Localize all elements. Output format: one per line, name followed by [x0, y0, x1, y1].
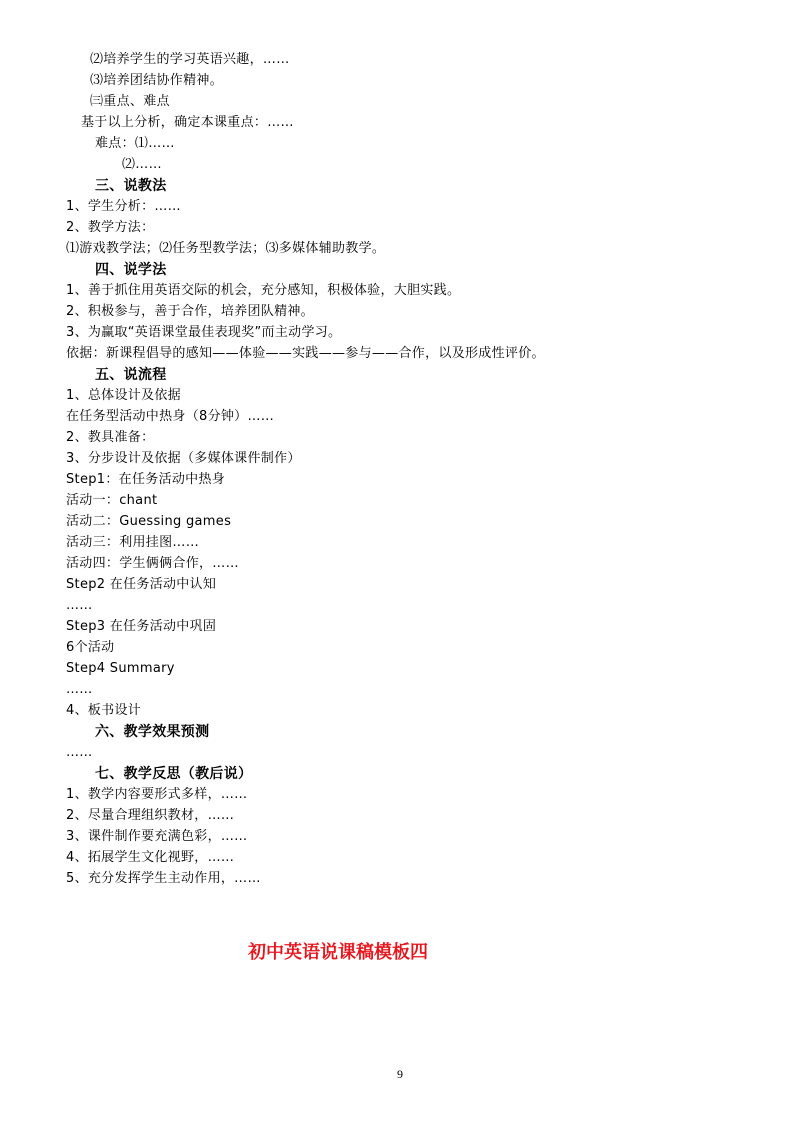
text-line: Step2 在任务活动中认知 [66, 577, 217, 592]
section-heading: 六、教学效果预测 [95, 724, 210, 740]
text-line: 5、充分发挥学生主动作用，…… [66, 871, 261, 886]
text-line: ⑵培养学生的学习英语兴趣，…… [90, 52, 290, 67]
text-line: 活动三：利用挂图…… [66, 535, 199, 550]
text-line: 活动四：学生俩俩合作，…… [66, 556, 239, 571]
text-line: 2、教学方法： [66, 220, 155, 235]
text-line: ⑶培养团结协作精神。 [90, 73, 224, 88]
text-line: 2、教具准备： [66, 430, 155, 445]
text-line: Step3 在任务活动中巩固 [66, 619, 217, 634]
text-line: …… [66, 598, 93, 613]
text-line: …… [66, 745, 93, 760]
section-title: 初中英语说课稿模板四 [248, 942, 428, 963]
text-line: 4、拓展学生文化视野，…… [66, 850, 235, 865]
text-line: ⑵…… [122, 157, 162, 172]
text-line: 4、板书设计 [66, 703, 142, 718]
text-line: 活动二：Guessing games [66, 514, 232, 529]
section-heading: 五、说流程 [95, 367, 167, 383]
text-line: 3、分步设计及依据（多媒体课件制作） [66, 451, 301, 466]
page-number: 9 [397, 1067, 403, 1081]
section-heading: 三、说教法 [95, 178, 167, 194]
text-line: 活动一：chant [66, 493, 158, 508]
text-line: 基于以上分析，确定本课重点：…… [81, 115, 294, 130]
text-line: ㈢重点、难点 [90, 94, 170, 109]
text-line: 难点：⑴…… [95, 136, 175, 151]
text-line: 1、教学内容要形式多样，…… [66, 787, 248, 802]
text-line: Step4 Summary [66, 661, 175, 676]
section-heading: 四、说学法 [95, 262, 167, 278]
text-line: 1、善于抓住用英语交际的机会，充分感知，积极体验，大胆实践。 [66, 283, 461, 298]
text-line: ⑴游戏教学法；⑵任务型教学法；⑶多媒体辅助教学。 [66, 241, 386, 256]
text-line: 1、总体设计及依据 [66, 388, 181, 403]
section-heading: 七、教学反思（教后说） [95, 766, 253, 782]
text-line: 依据：新课程倡导的感知——体验——实践——参与——合作，以及形成性评价。 [66, 346, 545, 361]
text-line: 3、课件制作要充满色彩，…… [66, 829, 248, 844]
text-line: 在任务型活动中热身（8分钟）…… [66, 409, 275, 424]
text-line: …… [66, 682, 93, 697]
text-line: 2、积极参与，善于合作，培养团队精神。 [66, 304, 314, 319]
text-line: 6个活动 [66, 640, 115, 655]
text-line: 2、尽量合理组织教材，…… [66, 808, 235, 823]
text-line: Step1：在任务活动中热身 [66, 472, 226, 487]
text-line: 3、为赢取“英语课堂最佳表现奖”而主动学习。 [66, 325, 342, 340]
text-line: 1、学生分析：…… [66, 199, 181, 214]
